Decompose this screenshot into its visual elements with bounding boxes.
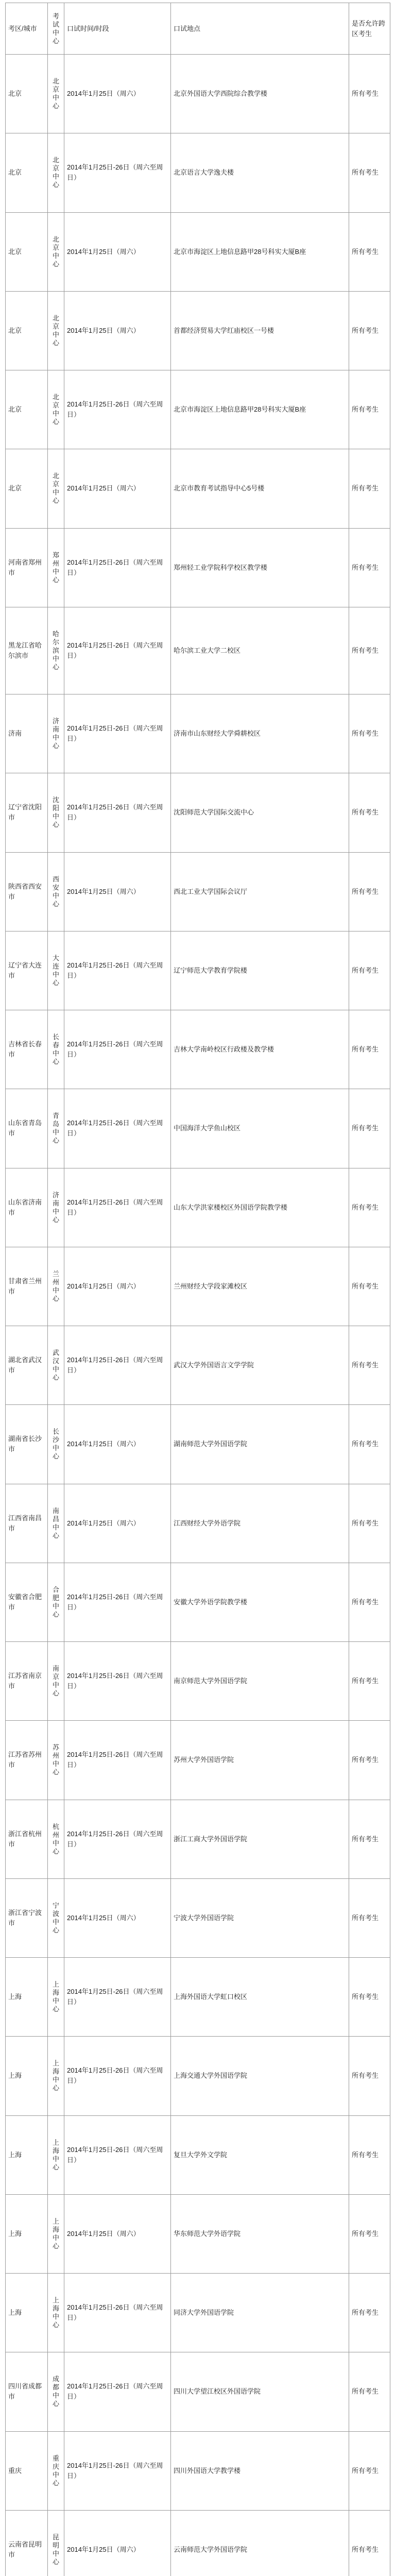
cell-note: 所有考生 bbox=[349, 2274, 390, 2352]
cell-datetime: 2014年1月25日（周六） bbox=[64, 852, 171, 931]
cell-center-text: 上海中心 bbox=[53, 2138, 60, 2171]
cell-datetime: 2014年1月25日-26日（周六至周日） bbox=[64, 2115, 171, 2194]
cell-datetime: 2014年1月25日-26日（周六至周日） bbox=[64, 2274, 171, 2352]
cell-note: 所有考生 bbox=[349, 1800, 390, 1878]
cell-note: 所有考生 bbox=[349, 2194, 390, 2273]
cell-center-text: 郑州中心 bbox=[53, 551, 60, 584]
cell-location: 浙江工商大学外国语学院 bbox=[171, 1800, 349, 1878]
cell-center-text: 北京中心 bbox=[53, 156, 60, 189]
cell-center bbox=[48, 607, 64, 694]
table-row bbox=[6, 291, 390, 370]
cell-datetime: 2014年1月25日-26日（周六至周日） bbox=[64, 1958, 171, 2037]
cell-note: 所有考生 bbox=[349, 1958, 390, 2037]
cell-region: 上海 bbox=[6, 2037, 48, 2115]
cell-location: 北京外国语大学西院综合教学楼 bbox=[171, 55, 349, 133]
cell-region: 陕西省西安市 bbox=[6, 852, 48, 931]
cell-datetime: 2014年1月25日（周六） bbox=[64, 2510, 171, 2576]
table-row bbox=[6, 55, 390, 133]
cell-datetime: 2014年1月25日-26日（周六至周日） bbox=[64, 1721, 171, 1800]
cell-location: 兰州财经大学段家滩校区 bbox=[171, 1247, 349, 1326]
cell-center-text: 济南中心 bbox=[53, 717, 60, 750]
cell-center-text: 武汉中心 bbox=[53, 1349, 60, 1382]
cell-note: 所有考生 bbox=[349, 607, 390, 694]
cell-note: 所有考生 bbox=[349, 1247, 390, 1326]
cell-region: 山东省青岛市 bbox=[6, 1089, 48, 1168]
cell-center-text: 西安中心 bbox=[53, 875, 60, 908]
cell-location: 武汉大学外国语言文学学院 bbox=[171, 1326, 349, 1405]
cell-center bbox=[48, 2037, 64, 2115]
cell-region: 河南省郑州市 bbox=[6, 528, 48, 607]
cell-note: 所有考生 bbox=[349, 528, 390, 607]
cell-location: 复旦大学外文学院 bbox=[171, 2115, 349, 2194]
cell-note: 所有考生 bbox=[349, 2510, 390, 2576]
cell-center-text: 北京中心 bbox=[53, 77, 60, 110]
cell-datetime: 2014年1月25日（周六） bbox=[64, 1484, 171, 1563]
cell-center bbox=[48, 1800, 64, 1878]
cell-region: 北京 bbox=[6, 133, 48, 212]
cell-datetime: 2014年1月25日-26日（周六至周日） bbox=[64, 694, 171, 773]
cell-center bbox=[48, 1958, 64, 2037]
cell-note: 所有考生 bbox=[349, 1721, 390, 1800]
cell-note: 所有考生 bbox=[349, 55, 390, 133]
cell-location: 南京师范大学外国语学院 bbox=[171, 1642, 349, 1721]
cell-note: 所有考生 bbox=[349, 773, 390, 852]
cell-center bbox=[48, 1563, 64, 1641]
cell-center bbox=[48, 2510, 64, 2576]
cell-center bbox=[48, 1405, 64, 1484]
table-row bbox=[6, 1800, 390, 1878]
cell-center-text: 北京中心 bbox=[53, 393, 60, 426]
table-row bbox=[6, 1878, 390, 1957]
cell-center-text: 上海中心 bbox=[53, 2296, 60, 2329]
cell-center bbox=[48, 1484, 64, 1563]
cell-note: 所有考生 bbox=[349, 852, 390, 931]
table-row bbox=[6, 1563, 390, 1641]
cell-note: 所有考生 bbox=[349, 694, 390, 773]
cell-region: 上海 bbox=[6, 2274, 48, 2352]
cell-location: 济南市山东财经大学舜耕校区 bbox=[171, 694, 349, 773]
cell-note: 所有考生 bbox=[349, 2431, 390, 2510]
table-row bbox=[6, 449, 390, 528]
cell-datetime: 2014年1月25日（周六） bbox=[64, 1878, 171, 1957]
cell-center bbox=[48, 1010, 64, 1089]
cell-datetime: 2014年1月25日（周六） bbox=[64, 2194, 171, 2273]
cell-datetime: 2014年1月25日-26日（周六至周日） bbox=[64, 1642, 171, 1721]
cell-location: 辽宁师范大学教育学院楼 bbox=[171, 931, 349, 1010]
cell-location: 上海外国语大学虹口校区 bbox=[171, 1958, 349, 2037]
cell-center bbox=[48, 291, 64, 370]
table-row bbox=[6, 2510, 390, 2576]
cell-center bbox=[48, 370, 64, 449]
cell-datetime: 2014年1月25日-26日（周六至周日） bbox=[64, 1800, 171, 1878]
cell-region: 云南省昆明市 bbox=[6, 2510, 48, 2576]
cell-center bbox=[48, 1642, 64, 1721]
cell-note: 所有考生 bbox=[349, 133, 390, 212]
cell-region: 黑龙江省哈尔滨市 bbox=[6, 607, 48, 694]
cell-center bbox=[48, 1721, 64, 1800]
cell-location: 安徽大学外语学院教学楼 bbox=[171, 1563, 349, 1641]
cell-center-text: 上海中心 bbox=[53, 2059, 60, 2092]
table-row bbox=[6, 1721, 390, 1800]
cell-datetime: 2014年1月25日-26日（周六至周日） bbox=[64, 773, 171, 852]
cell-note: 所有考生 bbox=[349, 1010, 390, 1089]
header-row bbox=[6, 3, 390, 55]
cell-center-text: 南京中心 bbox=[53, 1665, 60, 1698]
cell-location: 湖南师范大学外国语学院 bbox=[171, 1405, 349, 1484]
cell-datetime: 2014年1月25日（周六） bbox=[64, 449, 171, 528]
cell-center-text: 青岛中心 bbox=[53, 1112, 60, 1145]
table-row bbox=[6, 1010, 390, 1089]
cell-region: 北京 bbox=[6, 449, 48, 528]
cell-center bbox=[48, 55, 64, 133]
cell-region: 济南 bbox=[6, 694, 48, 773]
cell-region: 四川省成都市 bbox=[6, 2352, 48, 2431]
cell-datetime: 2014年1月25日-26日（周六至周日） bbox=[64, 133, 171, 212]
cell-region: 北京 bbox=[6, 212, 48, 291]
cell-center-text: 兰州中心 bbox=[53, 1269, 60, 1302]
cell-datetime: 2014年1月25日-26日（周六至周日） bbox=[64, 931, 171, 1010]
exam-schedule-table bbox=[5, 3, 390, 2576]
cell-datetime: 2014年1月25日-26日（周六至周日） bbox=[64, 528, 171, 607]
cell-note: 所有考生 bbox=[349, 1405, 390, 1484]
cell-region: 上海 bbox=[6, 1958, 48, 2037]
cell-datetime: 2014年1月25日（周六） bbox=[64, 291, 171, 370]
cell-region: 江苏省苏州市 bbox=[6, 1721, 48, 1800]
cell-location: 沈阳师范大学国际交流中心 bbox=[171, 773, 349, 852]
cell-center bbox=[48, 2352, 64, 2431]
cell-note: 所有考生 bbox=[349, 291, 390, 370]
cell-datetime: 2014年1月25日-26日（周六至周日） bbox=[64, 1326, 171, 1405]
cell-center bbox=[48, 694, 64, 773]
cell-center-text: 上海中心 bbox=[53, 1980, 60, 2013]
cell-center-text: 苏州中心 bbox=[53, 1743, 60, 1776]
cell-datetime: 2014年1月25日-26日（周六至周日） bbox=[64, 2352, 171, 2431]
cell-location: 四川外国语大学教学楼 bbox=[171, 2431, 349, 2510]
cell-note: 所有考生 bbox=[349, 1642, 390, 1721]
table-row bbox=[6, 2352, 390, 2431]
table-row bbox=[6, 1168, 390, 1247]
cell-center-text: 北京中心 bbox=[53, 235, 60, 268]
cell-location: 哈尔滨工业大学二校区 bbox=[171, 607, 349, 694]
cell-region: 浙江省宁波市 bbox=[6, 1878, 48, 1957]
table-row bbox=[6, 2115, 390, 2194]
cell-location: 江西财经大学外语学院 bbox=[171, 1484, 349, 1563]
table-row bbox=[6, 2037, 390, 2115]
cell-center bbox=[48, 1878, 64, 1957]
cell-center-text: 北京中心 bbox=[53, 472, 60, 505]
cell-location: 北京市海淀区上地信息路甲28号科实大厦B座 bbox=[171, 212, 349, 291]
table-row bbox=[6, 852, 390, 931]
cell-center bbox=[48, 2431, 64, 2510]
cell-region: 浙江省杭州市 bbox=[6, 1800, 48, 1878]
table-header bbox=[6, 3, 390, 55]
cell-datetime: 2014年1月25日（周六） bbox=[64, 55, 171, 133]
cell-location: 华东师范大学外语学院 bbox=[171, 2194, 349, 2273]
cell-note: 所有考生 bbox=[349, 1326, 390, 1405]
cell-center-text: 宁波中心 bbox=[53, 1901, 60, 1934]
cell-center bbox=[48, 1247, 64, 1326]
cell-region: 湖南省长沙市 bbox=[6, 1405, 48, 1484]
cell-location: 北京市海淀区上地信息路甲28号科实大厦B座 bbox=[171, 370, 349, 449]
cell-center-text: 合肥中心 bbox=[53, 1585, 60, 1618]
cell-center bbox=[48, 1168, 64, 1247]
cell-center bbox=[48, 1326, 64, 1405]
cell-note: 所有考生 bbox=[349, 2115, 390, 2194]
cell-region: 江苏省南京市 bbox=[6, 1642, 48, 1721]
cell-datetime: 2014年1月25日-26日（周六至周日） bbox=[64, 1010, 171, 1089]
table-row bbox=[6, 773, 390, 852]
cell-region: 北京 bbox=[6, 370, 48, 449]
cell-center bbox=[48, 133, 64, 212]
cell-location: 西北工业大学国际会议厅 bbox=[171, 852, 349, 931]
cell-center bbox=[48, 1089, 64, 1168]
cell-location: 山东大学洪家楼校区外国语学院教学楼 bbox=[171, 1168, 349, 1247]
table-row bbox=[6, 931, 390, 1010]
cell-note: 所有考生 bbox=[349, 2352, 390, 2431]
cell-note: 所有考生 bbox=[349, 1878, 390, 1957]
table-row bbox=[6, 2274, 390, 2352]
cell-center-text: 重庆中心 bbox=[53, 2454, 60, 2487]
cell-region: 湖北省武汉市 bbox=[6, 1326, 48, 1405]
cell-region: 山东省济南市 bbox=[6, 1168, 48, 1247]
cell-center bbox=[48, 852, 64, 931]
cell-note: 所有考生 bbox=[349, 212, 390, 291]
cell-region: 辽宁省大连市 bbox=[6, 931, 48, 1010]
cell-region: 上海 bbox=[6, 2194, 48, 2273]
cell-datetime: 2014年1月25日-26日（周六至周日） bbox=[64, 2431, 171, 2510]
cell-datetime: 2014年1月25日（周六） bbox=[64, 1247, 171, 1326]
cell-datetime: 2014年1月25日-26日（周六至周日） bbox=[64, 1089, 171, 1168]
cell-center-text: 哈尔滨中心 bbox=[53, 630, 60, 671]
header-center bbox=[48, 3, 64, 55]
cell-note: 所有考生 bbox=[349, 2037, 390, 2115]
cell-location: 云南师范大学外国语学院 bbox=[171, 2510, 349, 2576]
cell-note: 所有考生 bbox=[349, 1484, 390, 1563]
cell-note: 所有考生 bbox=[349, 1089, 390, 1168]
cell-location: 吉林大学南岭校区行政楼及教学楼 bbox=[171, 1010, 349, 1089]
table-row bbox=[6, 370, 390, 449]
cell-region: 上海 bbox=[6, 2115, 48, 2194]
cell-datetime: 2014年1月25日（周六） bbox=[64, 1405, 171, 1484]
cell-center-text: 大连中心 bbox=[53, 954, 60, 987]
table-row bbox=[6, 1247, 390, 1326]
cell-center bbox=[48, 2115, 64, 2194]
header-datetime: 口试时间/时段 bbox=[64, 3, 171, 55]
cell-location: 中国海洋大学鱼山校区 bbox=[171, 1089, 349, 1168]
cell-region: 安徽省合肥市 bbox=[6, 1563, 48, 1641]
cell-datetime: 2014年1月25日-26日（周六至周日） bbox=[64, 1563, 171, 1641]
cell-datetime: 2014年1月25日-26日（周六至周日） bbox=[64, 370, 171, 449]
cell-datetime: 2014年1月25日-26日（周六至周日） bbox=[64, 1168, 171, 1247]
table-body bbox=[6, 55, 390, 2576]
cell-location: 郑州轻工业学院科学校区教学楼 bbox=[171, 528, 349, 607]
cell-center bbox=[48, 212, 64, 291]
cell-note: 所有考生 bbox=[349, 449, 390, 528]
table-row bbox=[6, 694, 390, 773]
cell-center bbox=[48, 931, 64, 1010]
cell-region: 吉林省长春市 bbox=[6, 1010, 48, 1089]
header-center-text: 考试中心 bbox=[53, 12, 60, 45]
cell-location: 首都经济贸易大学红庙校区一号楼 bbox=[171, 291, 349, 370]
cell-region: 江西省南昌市 bbox=[6, 1484, 48, 1563]
cell-center-text: 北京中心 bbox=[53, 314, 60, 347]
cell-center bbox=[48, 2194, 64, 2273]
cell-location: 北京语言大学逸夫楼 bbox=[171, 133, 349, 212]
cell-center-text: 成都中心 bbox=[53, 2375, 60, 2408]
table-row bbox=[6, 1326, 390, 1405]
table-row bbox=[6, 212, 390, 291]
cell-datetime: 2014年1月25日（周六） bbox=[64, 212, 171, 291]
cell-center-text: 长春中心 bbox=[53, 1033, 60, 1066]
cell-datetime: 2014年1月25日-26日（周六至周日） bbox=[64, 2037, 171, 2115]
cell-center-text: 长沙中心 bbox=[53, 1428, 60, 1461]
cell-note: 所有考生 bbox=[349, 931, 390, 1010]
cell-center bbox=[48, 449, 64, 528]
table-row bbox=[6, 133, 390, 212]
cell-location: 苏州大学外国语学院 bbox=[171, 1721, 349, 1800]
cell-region: 北京 bbox=[6, 291, 48, 370]
cell-location: 上海交通大学外国语学院 bbox=[171, 2037, 349, 2115]
cell-region: 辽宁省沈阳市 bbox=[6, 773, 48, 852]
table-row bbox=[6, 1405, 390, 1484]
cell-location: 同济大学外国语学院 bbox=[171, 2274, 349, 2352]
cell-location: 四川大学望江校区外国语学院 bbox=[171, 2352, 349, 2431]
cell-center-text: 沈阳中心 bbox=[53, 796, 60, 829]
cell-note: 所有考生 bbox=[349, 1563, 390, 1641]
cell-region: 重庆 bbox=[6, 2431, 48, 2510]
cell-center bbox=[48, 2274, 64, 2352]
cell-center-text: 南昌中心 bbox=[53, 1506, 60, 1539]
cell-region: 北京 bbox=[6, 55, 48, 133]
table-row bbox=[6, 1484, 390, 1563]
table-row bbox=[6, 2431, 390, 2510]
cell-center-text: 上海中心 bbox=[53, 2217, 60, 2250]
cell-region: 甘肃省兰州市 bbox=[6, 1247, 48, 1326]
cell-location: 北京市教育考试指导中心5号楼 bbox=[171, 449, 349, 528]
header-location: 口试地点 bbox=[171, 3, 349, 55]
header-note: 是否允许跨区考生 bbox=[349, 3, 390, 55]
cell-center-text: 济南中心 bbox=[53, 1191, 60, 1224]
cell-center bbox=[48, 528, 64, 607]
cell-center bbox=[48, 773, 64, 852]
header-region: 考区/城市 bbox=[6, 3, 48, 55]
cell-center-text: 昆明中心 bbox=[53, 2533, 60, 2566]
cell-location: 宁波大学外国语学院 bbox=[171, 1878, 349, 1957]
cell-datetime: 2014年1月25日-26日（周六至周日） bbox=[64, 607, 171, 694]
table-row bbox=[6, 528, 390, 607]
cell-note: 所有考生 bbox=[349, 1168, 390, 1247]
cell-note: 所有考生 bbox=[349, 370, 390, 449]
table-row bbox=[6, 1958, 390, 2037]
table-row bbox=[6, 1089, 390, 1168]
table-row bbox=[6, 1642, 390, 1721]
cell-center-text: 杭州中心 bbox=[53, 1822, 60, 1855]
table-row bbox=[6, 2194, 390, 2273]
table-row bbox=[6, 607, 390, 694]
